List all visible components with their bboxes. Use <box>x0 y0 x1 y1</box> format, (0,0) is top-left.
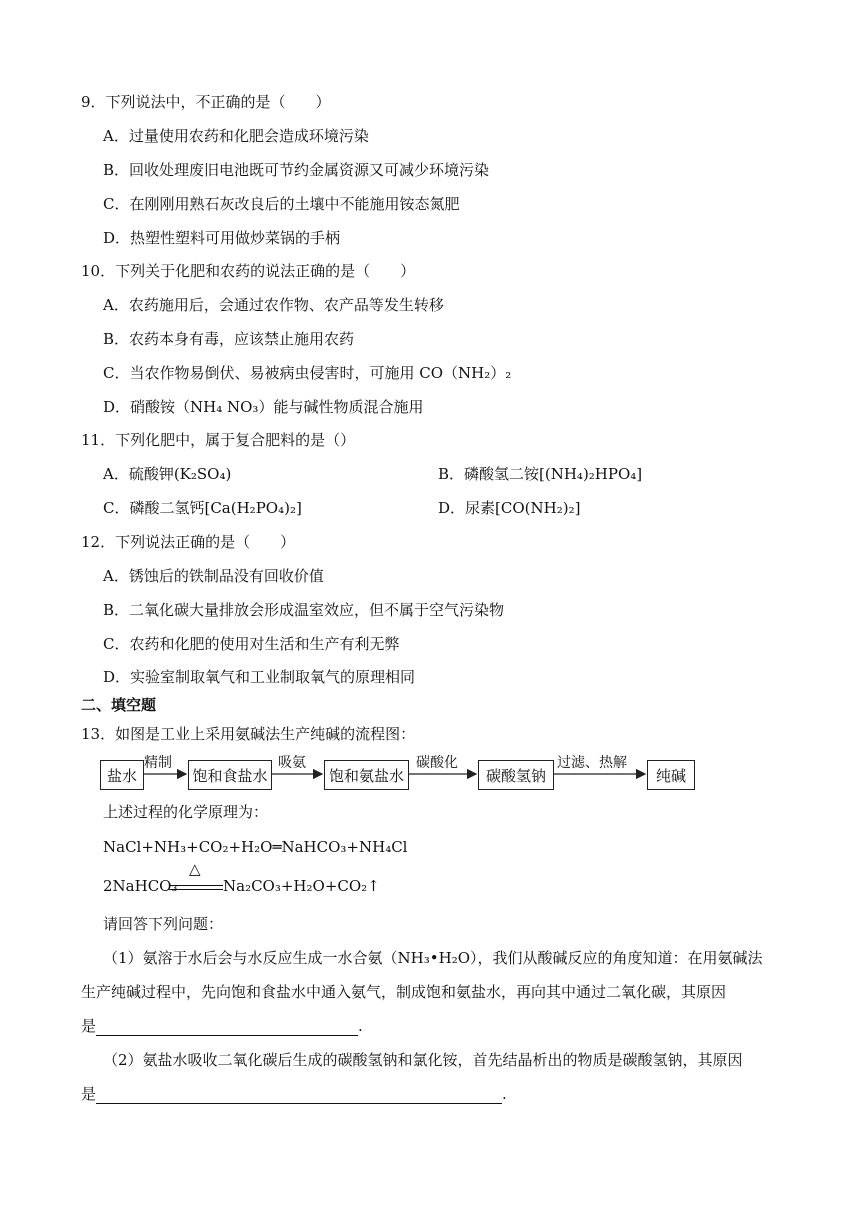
q9-option-c: C．在刚刚用熟石灰改良后的土壤中不能施用铵态氮肥 <box>103 195 460 213</box>
equation-2-products: Na₂CO₃+H₂O+CO₂↑ <box>223 877 380 895</box>
q9-option-a: A．过量使用农药和化肥会造成环境污染 <box>103 127 369 145</box>
equation-2 <box>103 860 463 900</box>
flow-label-absorb-ammonia: 吸氨 <box>278 755 306 771</box>
flow-label-filter-heat: 过滤、热解 <box>557 755 627 771</box>
heat-symbol: △ <box>189 860 201 878</box>
part1-period: . <box>358 1017 363 1035</box>
equals-line-bottom <box>169 889 223 890</box>
equation-2-reactant: 2NaHCO₃ <box>103 877 178 895</box>
q11-option-d: D．尿素[CO(NH₂)₂] <box>438 499 581 517</box>
q11-option-c: C．磷酸二氢钙[Ca(H₂PO₄)₂] <box>103 499 302 517</box>
part2-answer-line <box>81 1084 507 1104</box>
q10-option-a: A．农药施用后，会通过农作物、农产品等发生转移 <box>103 296 444 314</box>
q13-principle: 上述过程的化学原理为： <box>103 803 269 821</box>
flow-box-saturated-brine: 饱和食盐水 <box>188 760 272 790</box>
part1-line1: （1）氨溶于水后会与水反应生成一水合氨（NH₃•H₂O），我们从酸碱反应的角度知道：在用氨碱法 <box>103 949 763 967</box>
q9-option-d: D．热塑性塑料可用做炒菜锅的手柄 <box>103 229 341 247</box>
process-flow-diagram <box>100 752 700 796</box>
equals-line-top <box>169 885 223 886</box>
part1-answer-line <box>81 1016 363 1036</box>
q12-option-c: C．农药和化肥的使用对生活和生产有利无弊 <box>103 635 400 653</box>
q10-option-b: B．农药本身有毒，应该禁止施用农药 <box>103 330 355 348</box>
q11-option-b: B．磷酸氢二铵[(NH₄)₂HPO₄] <box>438 465 643 483</box>
q10-option-c: C．当农作物易倒伏、易被病虫侵害时，可施用 CO（NH₂）₂ <box>103 364 512 382</box>
flow-box-brine: 盐水 <box>100 760 144 790</box>
q10-stem: 10．下列关于化肥和农药的说法正确的是（ ） <box>81 262 416 280</box>
q12-option-a: A．锈蚀后的铁制品没有回收价值 <box>103 567 324 585</box>
flow-box-ammoniated-brine: 饱和氨盐水 <box>324 760 409 790</box>
equation-1: NaCl+NH₃+CO₂+H₂O═NaHCO₃+NH₄Cl <box>103 838 408 856</box>
q12-stem: 12．下列说法正确的是（ ） <box>81 533 296 551</box>
q13-stem: 13．如图是工业上采用氨碱法生产纯碱的流程图： <box>81 725 416 743</box>
q10-option-d: D．硝酸铵（NH₄ NO₃）能与碱性物质混合施用 <box>103 398 424 416</box>
q12-option-b: B．二氧化碳大量排放会形成温室效应，但不属于空气污染物 <box>103 601 505 619</box>
q13-prompt: 请回答下列问题： <box>103 915 224 933</box>
part2-shi: 是 <box>81 1085 97 1103</box>
flow-label-refine: 精制 <box>144 755 172 771</box>
part1-shi: 是 <box>81 1017 97 1035</box>
section-heading: 二、填空题 <box>81 696 157 714</box>
part2-answer-blank[interactable] <box>96 1087 502 1104</box>
flow-box-soda-ash: 纯碱 <box>647 760 695 790</box>
flow-box-sodium-bicarbonate: 碳酸氢钠 <box>478 760 554 790</box>
part1-line2: 生产纯碱过程中，先向饱和食盐水中通入氨气，制成饱和氨盐水，再向其中通过二氧化碳，其原因 <box>81 983 727 1001</box>
q9-option-b: B．回收处理废旧电池既可节约金属资源又可减少环境污染 <box>103 161 490 179</box>
part1-answer-blank[interactable] <box>96 1019 358 1036</box>
q11-option-a: A．硫酸钾(K₂SO₄) <box>103 465 232 483</box>
part2-period: . <box>502 1085 507 1103</box>
flow-label-carbonation: 碳酸化 <box>416 755 458 771</box>
q12-option-d: D．实验室制取氧气和工业制取氧气的原理相同 <box>103 668 416 686</box>
part2-line1: （2）氨盐水吸收二氧化碳后生成的碳酸氢钠和氯化铵，首先结晶析出的物质是碳酸氢钠，其原因 <box>103 1051 743 1069</box>
q11-stem: 11．下列化肥中，属于复合肥料的是（） <box>81 431 356 449</box>
q9-stem: 9．下列说法中，不正确的是（ ） <box>81 93 331 111</box>
